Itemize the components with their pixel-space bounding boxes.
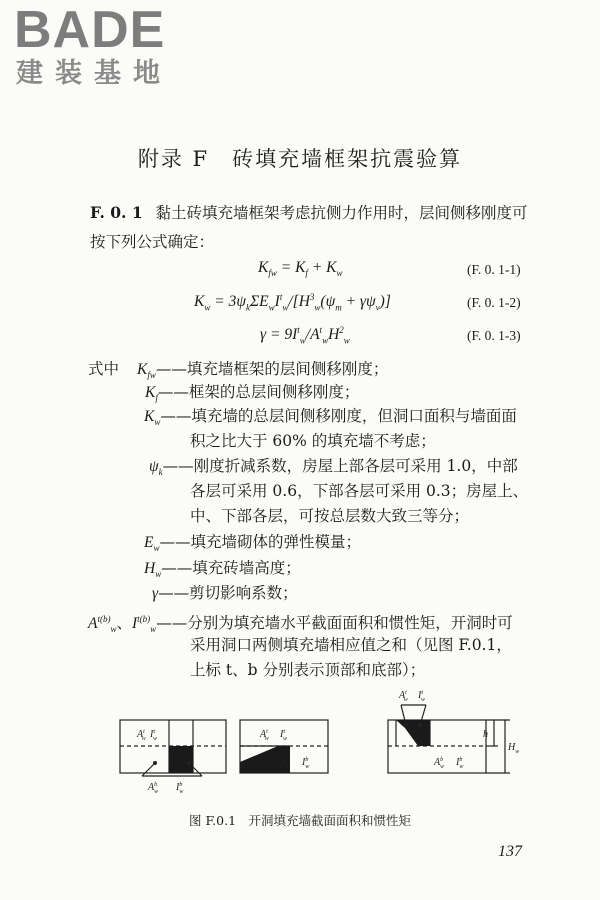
svg-text:Atw: $A^t$ w	[260, 729, 269, 742]
svg-text:Atw: $A^t$ w	[137, 729, 146, 742]
where-label: 式中	[88, 360, 120, 378]
definition-gamma: γ——剪切影响系数；	[152, 584, 298, 602]
equation-2-number: (F. 0. 1-2)	[467, 295, 521, 310]
shaded-section-1	[169, 746, 193, 773]
definition-psik: $\psi_k——$刚度折减系数，房屋上部各层可采用 1.0，中部	[149, 457, 518, 478]
clause-text-line2: 按下列公式确定：	[90, 233, 215, 251]
definition-aw-cont1: 采用洞口两侧填充墙相应值之和（见图 F.0.1，	[190, 636, 512, 654]
figure-caption: 图 F.0.1 开洞填充墙截面面积和惯性矩	[188, 813, 412, 828]
definition-ew: $E_w——$填充墙砌体的弹性模量；	[144, 533, 361, 554]
shaded-section-3	[396, 720, 430, 746]
definition-hw: $H_w——$填充砖墙高度；	[144, 559, 301, 580]
page-number: 137	[498, 843, 522, 860]
dimension-hw-label: $H_w$	[508, 742, 520, 755]
clause-number: F. 0. 1	[90, 203, 143, 222]
svg-text:Abw: $A^b$ w	[148, 782, 159, 795]
svg-text:Ibw: $I^b$ w	[302, 757, 310, 770]
definition-aw-iw: $A^{t(b)}_w$、$I^{t(b)}_w——$分别为填充墙水平截面面积和惯性矩，开洞时可	[88, 614, 513, 635]
definition-psik-cont2: 中、下部各层，可按总层数大致三等分；	[190, 507, 470, 525]
definition-kf: $K_f——$框架的总层间侧移刚度；	[145, 383, 360, 404]
logo: BADE	[14, 1, 166, 59]
clause-text-line1: 黏土砖填充墙框架考虑抗侧力作用时，层间侧移刚度可	[155, 204, 528, 222]
svg-text:Itw: $I^t$ w	[280, 729, 288, 742]
clause-paragraph	[90, 202, 528, 224]
svg-text:Abw: $A^b$ w	[434, 757, 445, 770]
svg-text:Ibw: $I^b$ w	[456, 757, 464, 770]
figure-wall-sections	[100, 680, 530, 805]
appendix-title: 附录 F 砖填充墙框架抗震验算	[137, 147, 463, 171]
definition-aw-cont2: 上标 t、b 分别表示顶部和底部）；	[190, 661, 426, 679]
svg-text:Itw: $I^t$ w	[150, 729, 158, 742]
svg-text:Atw: $A^t$ w	[399, 690, 408, 703]
definition-kw: $K_w——$填充墙的总层间侧移刚度，但洞口面积与墙面面	[144, 407, 517, 428]
logo-subtitle: 建装基地	[16, 58, 172, 89]
definition-psik-cont1: 各层可采用 0.6，下部各层可采用 0.3；房屋上、	[190, 482, 529, 500]
equation-1: $K_{fw} = K_f + K_w$	[258, 259, 343, 279]
equation-3-number: (F. 0. 1-3)	[467, 328, 521, 343]
equation-3: $\gamma = 9I^t_w/A^t_wH^2_w$	[260, 325, 350, 346]
definition-kw-cont: 积之比大于 60% 的填充墙不考虑；	[190, 432, 436, 450]
svg-text:Itw: $I^t$ w	[418, 690, 426, 703]
dimension-h-label: h	[483, 729, 488, 740]
svg-text:Ibw: $I^b$ w	[176, 782, 184, 795]
definition-kfw: $K_{fw}——$填充墙框架的层间侧移刚度；	[137, 360, 389, 381]
svg-text:Abw: $A^b$ w	[280, 757, 291, 770]
equation-2: $K_w = 3\psi_k\Sigma E_wI^t_w/[H^3_w(\psi_m + \gamma\psi_v)]$	[194, 292, 391, 313]
equation-1-number: (F. 0. 1-1)	[467, 262, 521, 277]
